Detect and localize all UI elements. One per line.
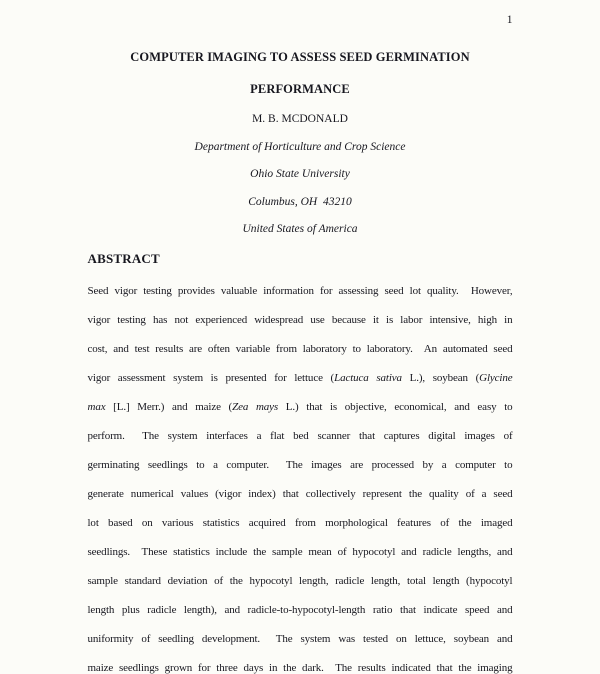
- affiliation-block: [88, 134, 513, 244]
- abstract-heading: ABSTRACT: [87, 250, 160, 266]
- affiliation-line-city: Columbus, OH 43210: [248, 195, 352, 208]
- paper-title-line2: PERFORMANCE: [250, 82, 350, 96]
- page-content: [88, 0, 513, 674]
- abstract-line: lot based on various statistics acquired from morphological features of the imaged: [87, 516, 513, 529]
- abstract-line: vigor assessment system is presented for lettuce (Lactuca sativa L.), soybean (Glycine: [87, 371, 513, 384]
- page-number: 1: [506, 14, 513, 26]
- abstract-line: generate numerical values (vigor index) that collectively represent the quality of a seed: [87, 487, 513, 500]
- affiliation-line-department: Department of Horticulture and Crop Science: [194, 141, 406, 153]
- paper-title: [88, 41, 513, 105]
- affiliation-line-university: Ohio State University: [250, 168, 350, 181]
- abstract-line: length plus radicle length), and radicle-to-hypocotyl-length ratio that indicate speed and: [87, 603, 513, 616]
- abstract-line: vigor testing has not experienced widespread use because it is labor intensive, high in: [87, 313, 513, 326]
- abstract-body: [88, 277, 513, 674]
- abstract-line: perform. The system interfaces a flat bed scanner that captures digital images of: [87, 429, 513, 442]
- abstract-line: uniformity of seedling development. The system was tested on lettuce, soybean and: [87, 632, 513, 645]
- abstract-line: Seed vigor testing provides valuable information for assessing seed lot quality. However,: [87, 284, 513, 297]
- abstract-line: germinating seedlings to a computer. The images are processed by a computer to: [87, 458, 513, 471]
- author-name: M. B. MCDONALD: [252, 113, 348, 125]
- abstract-line: max [L.] Merr.) and maize (Zea mays L.) that is objective, economical, and easy to: [87, 400, 513, 413]
- affiliation-line-country: United States of America: [242, 223, 358, 236]
- abstract-line: maize seedlings grown for three days in the dark. The results indicated that the imaging: [87, 661, 513, 674]
- paper-title-line1: COMPUTER IMAGING TO ASSESS SEED GERMINATION: [130, 50, 470, 64]
- abstract-line: sample standard deviation of the hypocotyl length, radicle length, total length (hypocotyl: [87, 574, 513, 587]
- abstract-line: seedlings. These statistics include the sample mean of hypocotyl and radicle lengths, and: [87, 545, 513, 558]
- abstract-line: cost, and test results are often variable from laboratory to laboratory. An automated seed: [87, 342, 513, 355]
